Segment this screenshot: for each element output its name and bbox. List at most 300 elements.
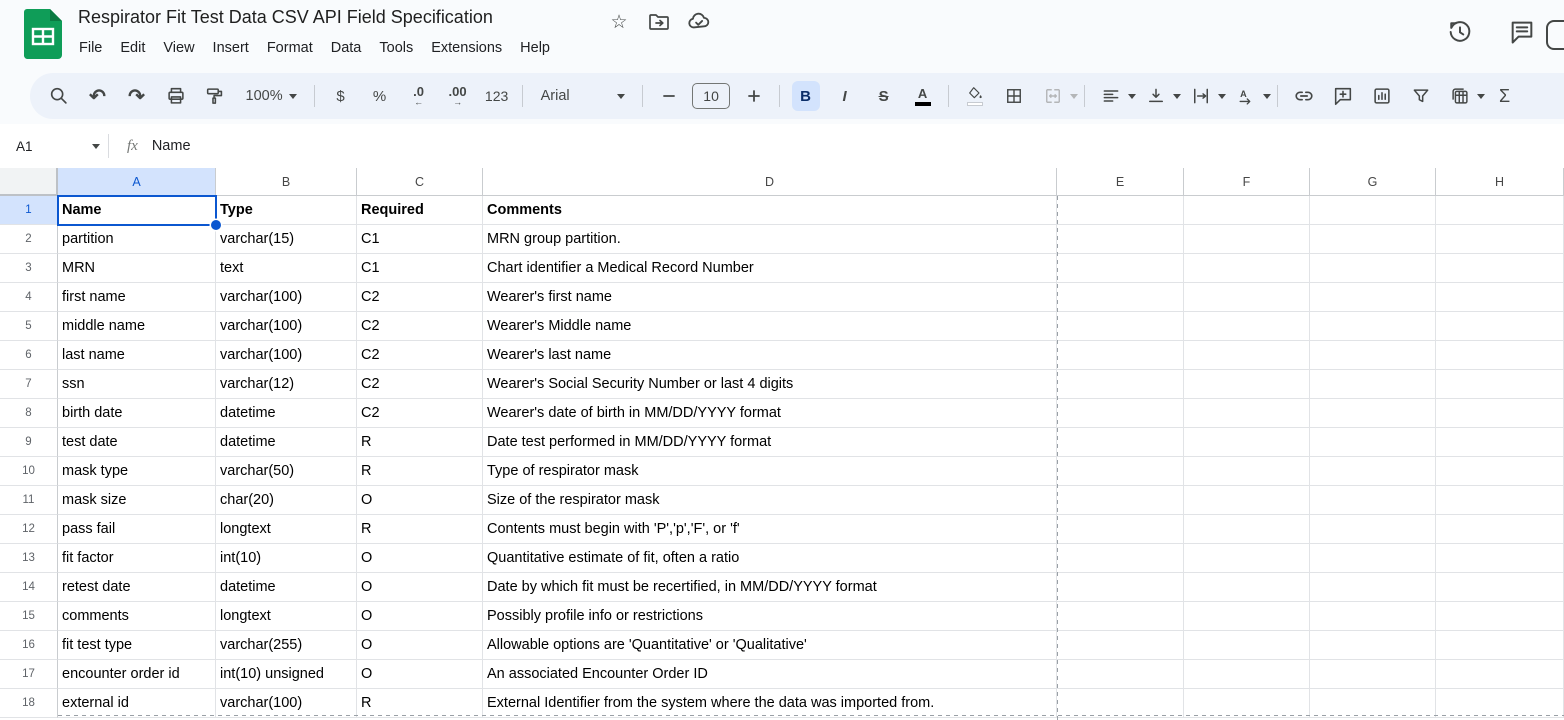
- spreadsheet-grid: [0, 168, 1564, 720]
- column-header-row: [0, 168, 1564, 196]
- version-history-button[interactable]: [1446, 18, 1474, 46]
- column-header-H[interactable]: H: [1436, 168, 1564, 196]
- text-rotation-icon: [1236, 86, 1256, 106]
- cell-D18[interactable]: External Identifier from the system where the data was imported from.: [483, 689, 1057, 718]
- minus-icon: [661, 88, 677, 104]
- cell-H7[interactable]: [1436, 370, 1564, 399]
- svg-text:A: A: [1239, 88, 1247, 99]
- cell-F1[interactable]: [1184, 196, 1310, 225]
- cell-E5[interactable]: [1057, 312, 1184, 341]
- table-row: [0, 660, 1564, 689]
- text-color-button[interactable]: [909, 81, 937, 111]
- star-icon: ☆: [610, 11, 628, 33]
- text-rotation-button[interactable]: [1232, 81, 1260, 111]
- column-header-A[interactable]: A: [58, 168, 216, 196]
- paint-format-button[interactable]: [201, 81, 229, 111]
- increase-font-size-button[interactable]: [740, 81, 768, 111]
- cell-H17[interactable]: [1436, 660, 1564, 689]
- decrease-decimal-icon: .0 ←: [413, 84, 425, 107]
- cell-B1[interactable]: Type: [216, 196, 357, 225]
- cell-E9[interactable]: [1057, 428, 1184, 457]
- cell-C16[interactable]: O: [357, 631, 483, 660]
- cell-A17[interactable]: encounter order id: [58, 660, 216, 689]
- cell-G12[interactable]: [1310, 515, 1436, 544]
- menu-help[interactable]: Help: [520, 40, 550, 56]
- cut-off-edge-icon[interactable]: [1546, 20, 1564, 50]
- undo-button[interactable]: [84, 81, 112, 111]
- fx-icon: fx: [127, 137, 138, 154]
- cell-F4[interactable]: [1184, 283, 1310, 312]
- cell-G15[interactable]: [1310, 602, 1436, 631]
- cell-A10[interactable]: mask type: [58, 457, 216, 486]
- row-header-15[interactable]: 15: [0, 602, 58, 631]
- row-header-18[interactable]: 18: [0, 689, 58, 718]
- cell-B7[interactable]: varchar(12): [216, 370, 357, 399]
- row-header-6[interactable]: 6: [0, 341, 58, 370]
- cell-B3[interactable]: text: [216, 254, 357, 283]
- cell-A13[interactable]: fit factor: [58, 544, 216, 573]
- menu-edit[interactable]: Edit: [120, 40, 146, 56]
- cell-F6[interactable]: [1184, 341, 1310, 370]
- cell-D14[interactable]: Date by which fit must be recertified, in MM/DD/YYYY format: [483, 573, 1057, 602]
- text-wrapping-button[interactable]: [1187, 81, 1215, 111]
- cell-F11[interactable]: [1184, 486, 1310, 515]
- cell-E15[interactable]: [1057, 602, 1184, 631]
- print-icon: [165, 85, 187, 107]
- name-box-chevron: [92, 144, 100, 149]
- cell-F16[interactable]: [1184, 631, 1310, 660]
- horizontal-align-button[interactable]: [1097, 81, 1125, 111]
- cell-C15[interactable]: O: [357, 602, 483, 631]
- borders-icon: [1004, 86, 1024, 106]
- cell-B12[interactable]: longtext: [216, 515, 357, 544]
- row-header-12[interactable]: 12: [0, 515, 58, 544]
- move-to-folder-button[interactable]: [646, 9, 672, 35]
- bold-button[interactable]: [792, 81, 820, 111]
- cell-F10[interactable]: [1184, 457, 1310, 486]
- cell-H8[interactable]: [1436, 399, 1564, 428]
- row-header-14[interactable]: 14: [0, 573, 58, 602]
- cell-E11[interactable]: [1057, 486, 1184, 515]
- merge-options-chevron[interactable]: [1070, 94, 1078, 99]
- cell-G11[interactable]: [1310, 486, 1436, 515]
- cell-A9[interactable]: test date: [58, 428, 216, 457]
- text-wrapping-chevron[interactable]: [1218, 94, 1226, 99]
- font-family-select[interactable]: [535, 81, 631, 111]
- cell-F13[interactable]: [1184, 544, 1310, 573]
- cell-E14[interactable]: [1057, 573, 1184, 602]
- cell-E12[interactable]: [1057, 515, 1184, 544]
- row-header-10[interactable]: 10: [0, 457, 58, 486]
- formula-input[interactable]: Name: [151, 138, 191, 154]
- document-title[interactable]: Respirator Fit Test Data CSV API Field Specification: [78, 7, 493, 27]
- table-row: [0, 428, 1564, 457]
- row-header-8[interactable]: 8: [0, 399, 58, 428]
- cell-H4[interactable]: [1436, 283, 1564, 312]
- table-icon: [1449, 85, 1471, 107]
- toolbar-divider: [314, 85, 315, 107]
- row-header-5[interactable]: 5: [0, 312, 58, 341]
- chart-icon: [1371, 85, 1393, 107]
- toolbar-divider: [1084, 85, 1085, 107]
- cell-A4[interactable]: first name: [58, 283, 216, 312]
- row-header-7[interactable]: 7: [0, 370, 58, 399]
- undo-icon: ↶: [89, 85, 106, 108]
- cell-F7[interactable]: [1184, 370, 1310, 399]
- cell-G8[interactable]: [1310, 399, 1436, 428]
- merge-cells-icon: [1043, 86, 1063, 106]
- toolbar-divider: [1277, 85, 1278, 107]
- table-row: [0, 283, 1564, 312]
- cell-B5[interactable]: varchar(100): [216, 312, 357, 341]
- toolbar-divider: [779, 85, 780, 107]
- cell-G13[interactable]: [1310, 544, 1436, 573]
- currency-icon: $: [336, 87, 345, 105]
- cell-F8[interactable]: [1184, 399, 1310, 428]
- cell-A2[interactable]: partition: [58, 225, 216, 254]
- cell-C6[interactable]: C2: [357, 341, 483, 370]
- cell-H18[interactable]: [1436, 689, 1564, 718]
- cell-E18[interactable]: [1057, 689, 1184, 718]
- cell-B14[interactable]: datetime: [216, 573, 357, 602]
- increase-decimal-button[interactable]: [444, 81, 472, 111]
- toolbar-divider: [948, 85, 949, 107]
- table-row: [0, 225, 1564, 254]
- insert-comment-button[interactable]: [1329, 81, 1357, 111]
- table-row: [0, 341, 1564, 370]
- menu-tools[interactable]: Tools: [379, 40, 414, 56]
- menu-format[interactable]: Format: [266, 40, 313, 56]
- sigma-icon: Σ: [1499, 85, 1511, 106]
- cell-D6[interactable]: Wearer's last name: [483, 341, 1057, 370]
- cell-F5[interactable]: [1184, 312, 1310, 341]
- cell-C12[interactable]: R: [357, 515, 483, 544]
- cell-D2[interactable]: MRN group partition.: [483, 225, 1057, 254]
- name-box[interactable]: [0, 139, 108, 154]
- cell-B9[interactable]: datetime: [216, 428, 357, 457]
- cell-B18[interactable]: varchar(100): [216, 689, 357, 718]
- cell-C3[interactable]: C1: [357, 254, 483, 283]
- cell-A15[interactable]: comments: [58, 602, 216, 631]
- strikethrough-icon: S: [878, 87, 889, 105]
- row-header-3[interactable]: 3: [0, 254, 58, 283]
- cell-C10[interactable]: R: [357, 457, 483, 486]
- cloud-saved-icon: [686, 9, 712, 35]
- formula-bar: [0, 124, 1564, 168]
- cell-E10[interactable]: [1057, 457, 1184, 486]
- formula-bar-divider: [108, 134, 109, 158]
- cell-D9[interactable]: Date test performed in MM/DD/YYYY format: [483, 428, 1057, 457]
- column-header-C[interactable]: C: [357, 168, 483, 196]
- merge-cells-button[interactable]: [1039, 81, 1067, 111]
- cell-F2[interactable]: [1184, 225, 1310, 254]
- cell-F15[interactable]: [1184, 602, 1310, 631]
- cell-F3[interactable]: [1184, 254, 1310, 283]
- filter-icon: [1411, 86, 1431, 106]
- row-header-2[interactable]: 2: [0, 225, 58, 254]
- add-comment-icon: [1332, 85, 1354, 107]
- cell-B13[interactable]: int(10): [216, 544, 357, 573]
- cell-D15[interactable]: Possibly profile info or restrictions: [483, 602, 1057, 631]
- row-header-1[interactable]: 1: [0, 196, 58, 225]
- cell-G2[interactable]: [1310, 225, 1436, 254]
- cell-D12[interactable]: Contents must begin with 'P','p','F', or 'f': [483, 515, 1057, 544]
- cell-B15[interactable]: longtext: [216, 602, 357, 631]
- increase-decimal-icon: .00 →: [448, 84, 467, 107]
- zoom-value: 100%: [245, 88, 283, 104]
- cell-E4[interactable]: [1057, 283, 1184, 312]
- table-row: [0, 399, 1564, 428]
- redo-icon: ↷: [128, 85, 145, 108]
- cell-H15[interactable]: [1436, 602, 1564, 631]
- fill-color-button[interactable]: [961, 81, 989, 111]
- cell-G14[interactable]: [1310, 573, 1436, 602]
- cell-G10[interactable]: [1310, 457, 1436, 486]
- row-header-13[interactable]: 13: [0, 544, 58, 573]
- cell-C2[interactable]: C1: [357, 225, 483, 254]
- cell-D7[interactable]: Wearer's Social Security Number or last 4 digits: [483, 370, 1057, 399]
- cell-G17[interactable]: [1310, 660, 1436, 689]
- cell-B8[interactable]: datetime: [216, 399, 357, 428]
- column-header-E[interactable]: E: [1057, 168, 1184, 196]
- row-header-16[interactable]: 16: [0, 631, 58, 660]
- sheets-logo-icon[interactable]: [24, 9, 62, 59]
- font-family-value: Arial: [540, 88, 570, 104]
- chevron-down-icon: [289, 94, 297, 99]
- cell-E8[interactable]: [1057, 399, 1184, 428]
- zoom-select[interactable]: [240, 81, 303, 111]
- decrease-decimal-button[interactable]: [405, 81, 433, 111]
- horizontal-align-chevron[interactable]: [1128, 94, 1136, 99]
- cell-H13[interactable]: [1436, 544, 1564, 573]
- percent-icon: %: [372, 87, 387, 105]
- cell-H3[interactable]: [1436, 254, 1564, 283]
- fill-color-icon: [967, 86, 983, 106]
- cell-G7[interactable]: [1310, 370, 1436, 399]
- cell-A6[interactable]: last name: [58, 341, 216, 370]
- text-wrap-icon: [1191, 86, 1211, 106]
- cell-H5[interactable]: [1436, 312, 1564, 341]
- cell-E2[interactable]: [1057, 225, 1184, 254]
- cell-A14[interactable]: retest date: [58, 573, 216, 602]
- cell-D11[interactable]: Size of the respirator mask: [483, 486, 1057, 515]
- cell-H1[interactable]: [1436, 196, 1564, 225]
- cell-G6[interactable]: [1310, 341, 1436, 370]
- cell-F17[interactable]: [1184, 660, 1310, 689]
- cell-F18[interactable]: [1184, 689, 1310, 718]
- text-color-icon: A: [915, 87, 931, 106]
- menu-data[interactable]: Data: [330, 40, 362, 56]
- cell-D13[interactable]: Quantitative estimate of fit, often a ratio: [483, 544, 1057, 573]
- redo-button[interactable]: [123, 81, 151, 111]
- cell-D1[interactable]: Comments: [483, 196, 1057, 225]
- column-header-G[interactable]: G: [1310, 168, 1436, 196]
- cell-D8[interactable]: Wearer's date of birth in MM/DD/YYYY format: [483, 399, 1057, 428]
- cell-E1[interactable]: [1057, 196, 1184, 225]
- search-icon: [48, 85, 70, 107]
- cell-C4[interactable]: C2: [357, 283, 483, 312]
- cell-D5[interactable]: Wearer's Middle name: [483, 312, 1057, 341]
- show-all-comments-button[interactable]: [1508, 18, 1536, 46]
- cell-B6[interactable]: varchar(100): [216, 341, 357, 370]
- cell-F9[interactable]: [1184, 428, 1310, 457]
- cell-C9[interactable]: R: [357, 428, 483, 457]
- cell-A7[interactable]: ssn: [58, 370, 216, 399]
- cell-A3[interactable]: MRN: [58, 254, 216, 283]
- cell-F12[interactable]: [1184, 515, 1310, 544]
- format-currency-button[interactable]: [327, 81, 355, 111]
- cell-G16[interactable]: [1310, 631, 1436, 660]
- paint-roller-icon: [204, 85, 226, 107]
- cell-C17[interactable]: O: [357, 660, 483, 689]
- top-bar: [0, 0, 1564, 68]
- cell-H9[interactable]: [1436, 428, 1564, 457]
- table-row: [0, 486, 1564, 515]
- link-icon: [1293, 85, 1315, 107]
- cell-B2[interactable]: varchar(15): [216, 225, 357, 254]
- table-options-chevron[interactable]: [1477, 94, 1485, 99]
- row-header-17[interactable]: 17: [0, 660, 58, 689]
- history-clock-icon: [1446, 18, 1474, 46]
- align-bottom-icon: [1146, 86, 1166, 106]
- cell-B10[interactable]: varchar(50): [216, 457, 357, 486]
- cell-H16[interactable]: [1436, 631, 1564, 660]
- plus-icon: [746, 88, 762, 104]
- format-percent-button[interactable]: [366, 81, 394, 111]
- cell-B11[interactable]: char(20): [216, 486, 357, 515]
- italic-button[interactable]: [831, 81, 859, 111]
- column-header-F[interactable]: F: [1184, 168, 1310, 196]
- cell-D3[interactable]: Chart identifier a Medical Record Number: [483, 254, 1057, 283]
- cell-H11[interactable]: [1436, 486, 1564, 515]
- chevron-down-icon: [617, 94, 625, 99]
- cloud-save-status[interactable]: [686, 9, 712, 35]
- vertical-align-chevron[interactable]: [1173, 94, 1181, 99]
- cell-C14[interactable]: O: [357, 573, 483, 602]
- cell-A1[interactable]: Name: [58, 196, 216, 225]
- cell-E16[interactable]: [1057, 631, 1184, 660]
- cell-E7[interactable]: [1057, 370, 1184, 399]
- cell-B16[interactable]: varchar(255): [216, 631, 357, 660]
- column-header-B[interactable]: B: [216, 168, 357, 196]
- star-button[interactable]: [606, 9, 632, 35]
- table-row: [0, 457, 1564, 486]
- cell-H14[interactable]: [1436, 573, 1564, 602]
- table-row: [0, 254, 1564, 283]
- cell-G1[interactable]: [1310, 196, 1436, 225]
- cell-G5[interactable]: [1310, 312, 1436, 341]
- bold-icon: B: [800, 87, 812, 105]
- insert-link-button[interactable]: [1290, 81, 1318, 111]
- cell-C18[interactable]: R: [357, 689, 483, 718]
- cell-A18[interactable]: external id: [58, 689, 216, 718]
- menu-extensions[interactable]: Extensions: [431, 40, 503, 56]
- menu-insert[interactable]: Insert: [212, 40, 249, 56]
- cell-H12[interactable]: [1436, 515, 1564, 544]
- cell-H10[interactable]: [1436, 457, 1564, 486]
- menu-view[interactable]: View: [163, 40, 195, 56]
- table-row: [0, 689, 1564, 718]
- more-formats-icon: 123: [484, 88, 509, 104]
- active-cell-reference: A1: [16, 138, 33, 154]
- print-button[interactable]: [162, 81, 190, 111]
- more-formats-button[interactable]: [483, 81, 511, 111]
- borders-button[interactable]: [1000, 81, 1028, 111]
- cell-C7[interactable]: C2: [357, 370, 483, 399]
- menu-bar: [70, 36, 559, 60]
- cell-H2[interactable]: [1436, 225, 1564, 254]
- cell-E6[interactable]: [1057, 341, 1184, 370]
- cell-E13[interactable]: [1057, 544, 1184, 573]
- row-header-4[interactable]: 4: [0, 283, 58, 312]
- cell-D10[interactable]: Type of respirator mask: [483, 457, 1057, 486]
- vertical-align-button[interactable]: [1142, 81, 1170, 111]
- create-filter-button[interactable]: [1407, 81, 1435, 111]
- italic-icon: I: [842, 87, 847, 105]
- cell-A11[interactable]: mask size: [58, 486, 216, 515]
- cell-B4[interactable]: varchar(100): [216, 283, 357, 312]
- cell-D4[interactable]: Wearer's first name: [483, 283, 1057, 312]
- table-row: [0, 370, 1564, 399]
- table-row: [0, 515, 1564, 544]
- table-row: [0, 196, 1564, 225]
- font-size-input[interactable]: 10: [692, 83, 730, 109]
- comments-icon: [1508, 18, 1536, 46]
- strikethrough-button[interactable]: [870, 81, 898, 111]
- insert-chart-button[interactable]: [1368, 81, 1396, 111]
- cell-C5[interactable]: C2: [357, 312, 483, 341]
- cell-F14[interactable]: [1184, 573, 1310, 602]
- cell-G3[interactable]: [1310, 254, 1436, 283]
- cell-D17[interactable]: An associated Encounter Order ID: [483, 660, 1057, 689]
- text-rotation-chevron[interactable]: [1263, 94, 1271, 99]
- cell-C1[interactable]: Required: [357, 196, 483, 225]
- cell-E3[interactable]: [1057, 254, 1184, 283]
- toolbar-divider: [642, 85, 643, 107]
- insert-table-button[interactable]: [1446, 81, 1474, 111]
- cell-H6[interactable]: [1436, 341, 1564, 370]
- cell-C11[interactable]: O: [357, 486, 483, 515]
- cell-E17[interactable]: [1057, 660, 1184, 689]
- table-row: [0, 312, 1564, 341]
- menu-file[interactable]: File: [79, 40, 103, 56]
- cell-A8[interactable]: birth date: [58, 399, 216, 428]
- toolbar-divider: [522, 85, 523, 107]
- cell-G18[interactable]: [1310, 689, 1436, 718]
- cell-C13[interactable]: O: [357, 544, 483, 573]
- cell-A5[interactable]: middle name: [58, 312, 216, 341]
- select-all-corner[interactable]: [0, 168, 58, 196]
- cell-A16[interactable]: fit test type: [58, 631, 216, 660]
- align-left-icon: [1101, 86, 1121, 106]
- column-header-D[interactable]: D: [483, 168, 1057, 196]
- cell-G4[interactable]: [1310, 283, 1436, 312]
- cell-C8[interactable]: C2: [357, 399, 483, 428]
- toolbar: [30, 73, 1564, 119]
- toolbar-area: [0, 68, 1564, 124]
- decrease-font-size-button[interactable]: [655, 81, 683, 111]
- cell-A12[interactable]: pass fail: [58, 515, 216, 544]
- search-menus-button[interactable]: [45, 81, 73, 111]
- cell-D16[interactable]: Allowable options are 'Quantitative' or 'Qualitative': [483, 631, 1057, 660]
- row-header-11[interactable]: 11: [0, 486, 58, 515]
- functions-button[interactable]: [1491, 81, 1519, 111]
- cell-B17[interactable]: int(10) unsigned: [216, 660, 357, 689]
- row-header-9[interactable]: 9: [0, 428, 58, 457]
- table-row: [0, 544, 1564, 573]
- cell-G9[interactable]: [1310, 428, 1436, 457]
- table-row: [0, 573, 1564, 602]
